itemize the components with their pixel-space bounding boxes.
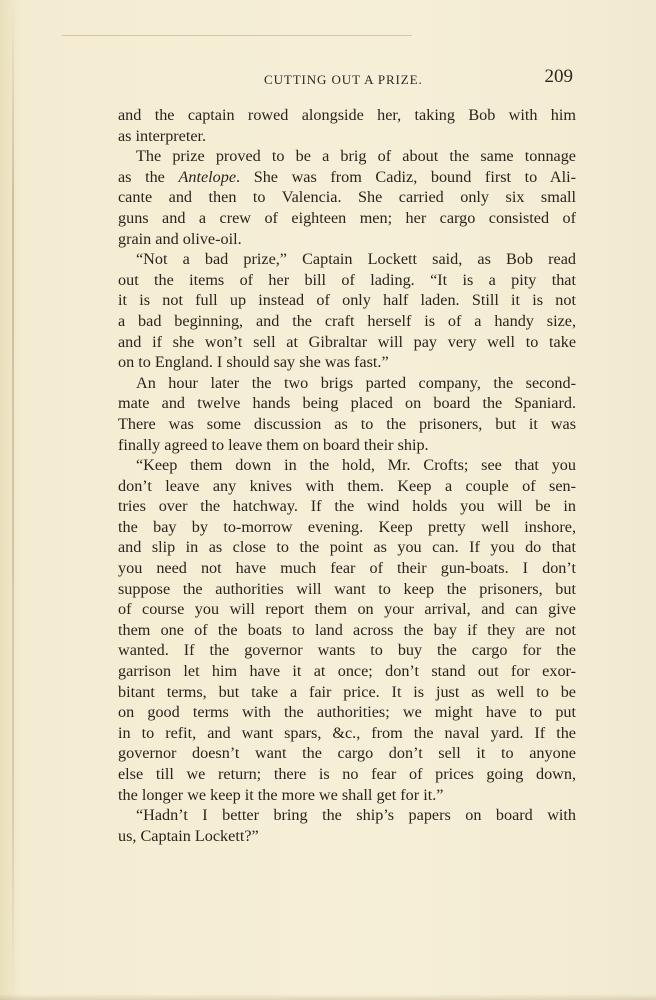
text-line: suppose the authorities will want to keep the prisoners, but: [118, 579, 576, 598]
text-line: finally agreed to leave them on board their ship.: [118, 435, 429, 454]
text-line: grain and olive-oil.: [118, 229, 242, 248]
text-line: “Not a bad prize,” Captain Lockett said, as Bob read: [136, 250, 576, 269]
text-line: of course you will report them on your arrival, and can give: [118, 600, 576, 619]
text-line: it is not full up instead of only half laden. Still it is not: [118, 291, 576, 310]
text-line: “Keep them down in the hold, Mr. Crofts; see that you: [136, 456, 576, 475]
text-line: wanted. If the governor wants to buy the cargo for the: [118, 641, 576, 660]
text-line: The prize proved to be a brig of about the same tonnage: [136, 147, 576, 166]
text-line: a bad beginning, and the craft herself is of a handy size,: [118, 311, 576, 330]
text-line: else till we return; there is no fear of prices going down,: [118, 765, 576, 783]
running-head: CUTTING OUT A PRIZE.: [264, 72, 423, 87]
text-line: and if she won’t sell at Gibraltar will pay very well to take: [118, 332, 576, 351]
text-line: them one of the boats to land across the bay if they are not: [118, 620, 576, 639]
text-line: don’t leave any knives with them. Keep a couple of sen-: [118, 476, 576, 495]
text-line: on to England. I should say she was fast.”: [118, 353, 389, 372]
page-gutter-edge: [12, 0, 14, 1000]
body-text: [118, 105, 576, 846]
text-line: and the captain rowed alongside her, taking Bob with him: [118, 106, 576, 124]
text-line: us, Captain Lockett?”: [118, 826, 259, 845]
text-line: guns and a crew of eighteen men; her cargo consisted of: [118, 208, 576, 227]
text-line: governor doesn’t want the cargo don’t sell it to anyone: [118, 744, 576, 763]
page-number: 209: [544, 66, 573, 87]
text-line: the bay by to-morrow evening. Keep pretty well inshore,: [118, 517, 576, 536]
text-line: as interpreter.: [118, 126, 207, 145]
text-line: garrison let him have it at once; don’t stand out for exor-: [118, 662, 576, 681]
text-line: bitant terms, but take a fair price. It is just as well to be: [118, 682, 576, 701]
text-line: tries over the hatchway. If the wind holds you will be in: [118, 497, 576, 516]
page-header: [118, 66, 576, 94]
text-line: cante and then to Valencia. She carried only six small: [118, 188, 576, 207]
text-line: “Hadn’t I better bring the ship’s papers on board with: [136, 806, 576, 825]
text-line: on good terms with the authorities; we might have to put: [118, 703, 576, 722]
text-line: as the Antelope. She was from Cadiz, bound first to Ali-: [118, 167, 576, 186]
top-edge-rule: [62, 35, 412, 36]
text-line: and slip in as close to the point as you can. If you do that: [118, 538, 576, 557]
text-line: out the items of her bill of lading. “It is a pity that: [118, 270, 576, 289]
text-line: An hour later the two brigs parted company, the second-: [136, 373, 576, 392]
text-line: the longer we keep it the more we shall get for it.”: [118, 785, 444, 804]
text-line: There was some discussion as to the prisoners, but it was: [118, 414, 576, 433]
text-line: in to refit, and want spars, &c., from the naval yard. If the: [118, 723, 576, 742]
text-line: mate and twelve hands being placed on board the Spaniard.: [118, 394, 576, 413]
text-line: you need not have much fear of their gun-boats. I don’t: [118, 559, 576, 578]
bottom-page-edge: [0, 994, 656, 1000]
ship-name-italic: Antelope: [178, 167, 237, 186]
